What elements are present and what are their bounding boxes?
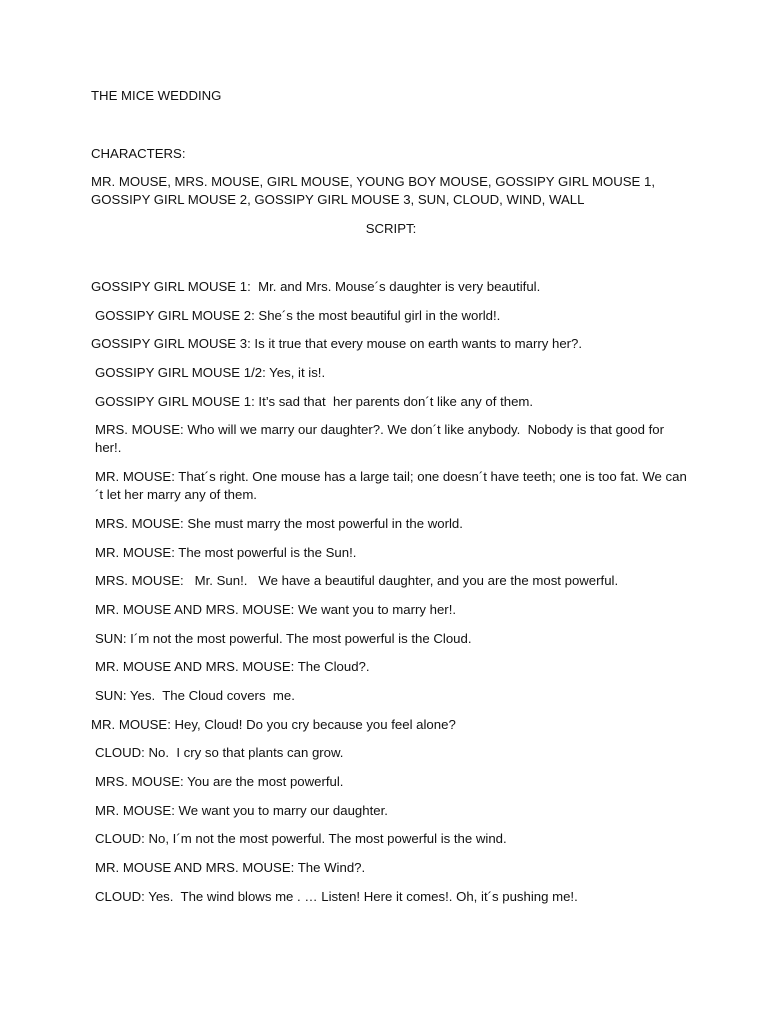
script-line: GOSSIPY GIRL MOUSE 3: Is it true that every mouse on earth wants to marry her?. — [91, 336, 583, 352]
script-line: MR. MOUSE: The most powerful is the Sun!. — [95, 544, 357, 560]
script-line: GOSSIPY GIRL MOUSE 1/2: Yes, it is!. — [95, 365, 326, 381]
script-line: MR. MOUSE AND MRS. MOUSE: The Wind?. — [95, 860, 366, 876]
script-line: MRS. MOUSE: Mr. Sun!. We have a beautiful daughter, and you are the most powerful. — [95, 573, 619, 589]
script-line: MR. MOUSE: That´s right. One mouse has a large tail; one doesn´t have teeth; one is too fat. We can´t let her marry any of them. — [95, 469, 687, 503]
script-line: MR. MOUSE AND MRS. MOUSE: We want you to marry her!. — [95, 601, 457, 617]
script-line: SUN: Yes. The Cloud covers me. — [95, 687, 295, 703]
script-line: SUN: I´m not the most powerful. The most powerful is the Cloud. — [95, 630, 472, 646]
script-line: MR. MOUSE: Hey, Cloud! Do you cry because you feel alone? — [91, 716, 456, 732]
script-line: MRS. MOUSE: You are the most powerful. — [95, 774, 344, 789]
characters-list: MR. MOUSE, MRS. MOUSE, GIRL MOUSE, YOUNG BOY MOUSE, GOSSIPY GIRL MOUSE 1, GOSSIPY GIRL MOUSE 2, GOSSIPY GIRL MOUSE 3, SUN, CLOUD, WIND, WALL — [91, 174, 659, 207]
script-line: CLOUD: Yes. The wind blows me . … Listen! Here it comes!. Oh, it´s pushing me!. — [95, 888, 578, 904]
script-heading: SCRIPT: — [365, 221, 417, 236]
document-body — [91, 87, 691, 916]
script-line: MRS. MOUSE: She must marry the most powerful in the world. — [95, 515, 463, 531]
script-line: MRS. MOUSE: Who will we marry our daughter?. We don´t like anybody. Nobody is that good for her!. — [95, 422, 668, 456]
characters-heading: CHARACTERS: — [91, 146, 186, 161]
document-title: THE MICE WEDDING — [91, 88, 222, 103]
script-line: MR. MOUSE: We want you to marry our daughter. — [95, 802, 388, 818]
script-line: MR. MOUSE AND MRS. MOUSE: The Cloud?. — [95, 659, 370, 675]
script-line: CLOUD: No. I cry so that plants can grow. — [95, 745, 344, 761]
script-line: GOSSIPY GIRL MOUSE 1: Mr. and Mrs. Mouse´s daughter is very beautiful. — [91, 279, 541, 294]
script-line: GOSSIPY GIRL MOUSE 1: It’s sad that her parents don´t like any of them. — [95, 393, 534, 409]
script-line: CLOUD: No, I´m not the most powerful. The most powerful is the wind. — [95, 831, 507, 847]
script-line: GOSSIPY GIRL MOUSE 2: She´s the most beautiful girl in the world!. — [95, 307, 501, 323]
